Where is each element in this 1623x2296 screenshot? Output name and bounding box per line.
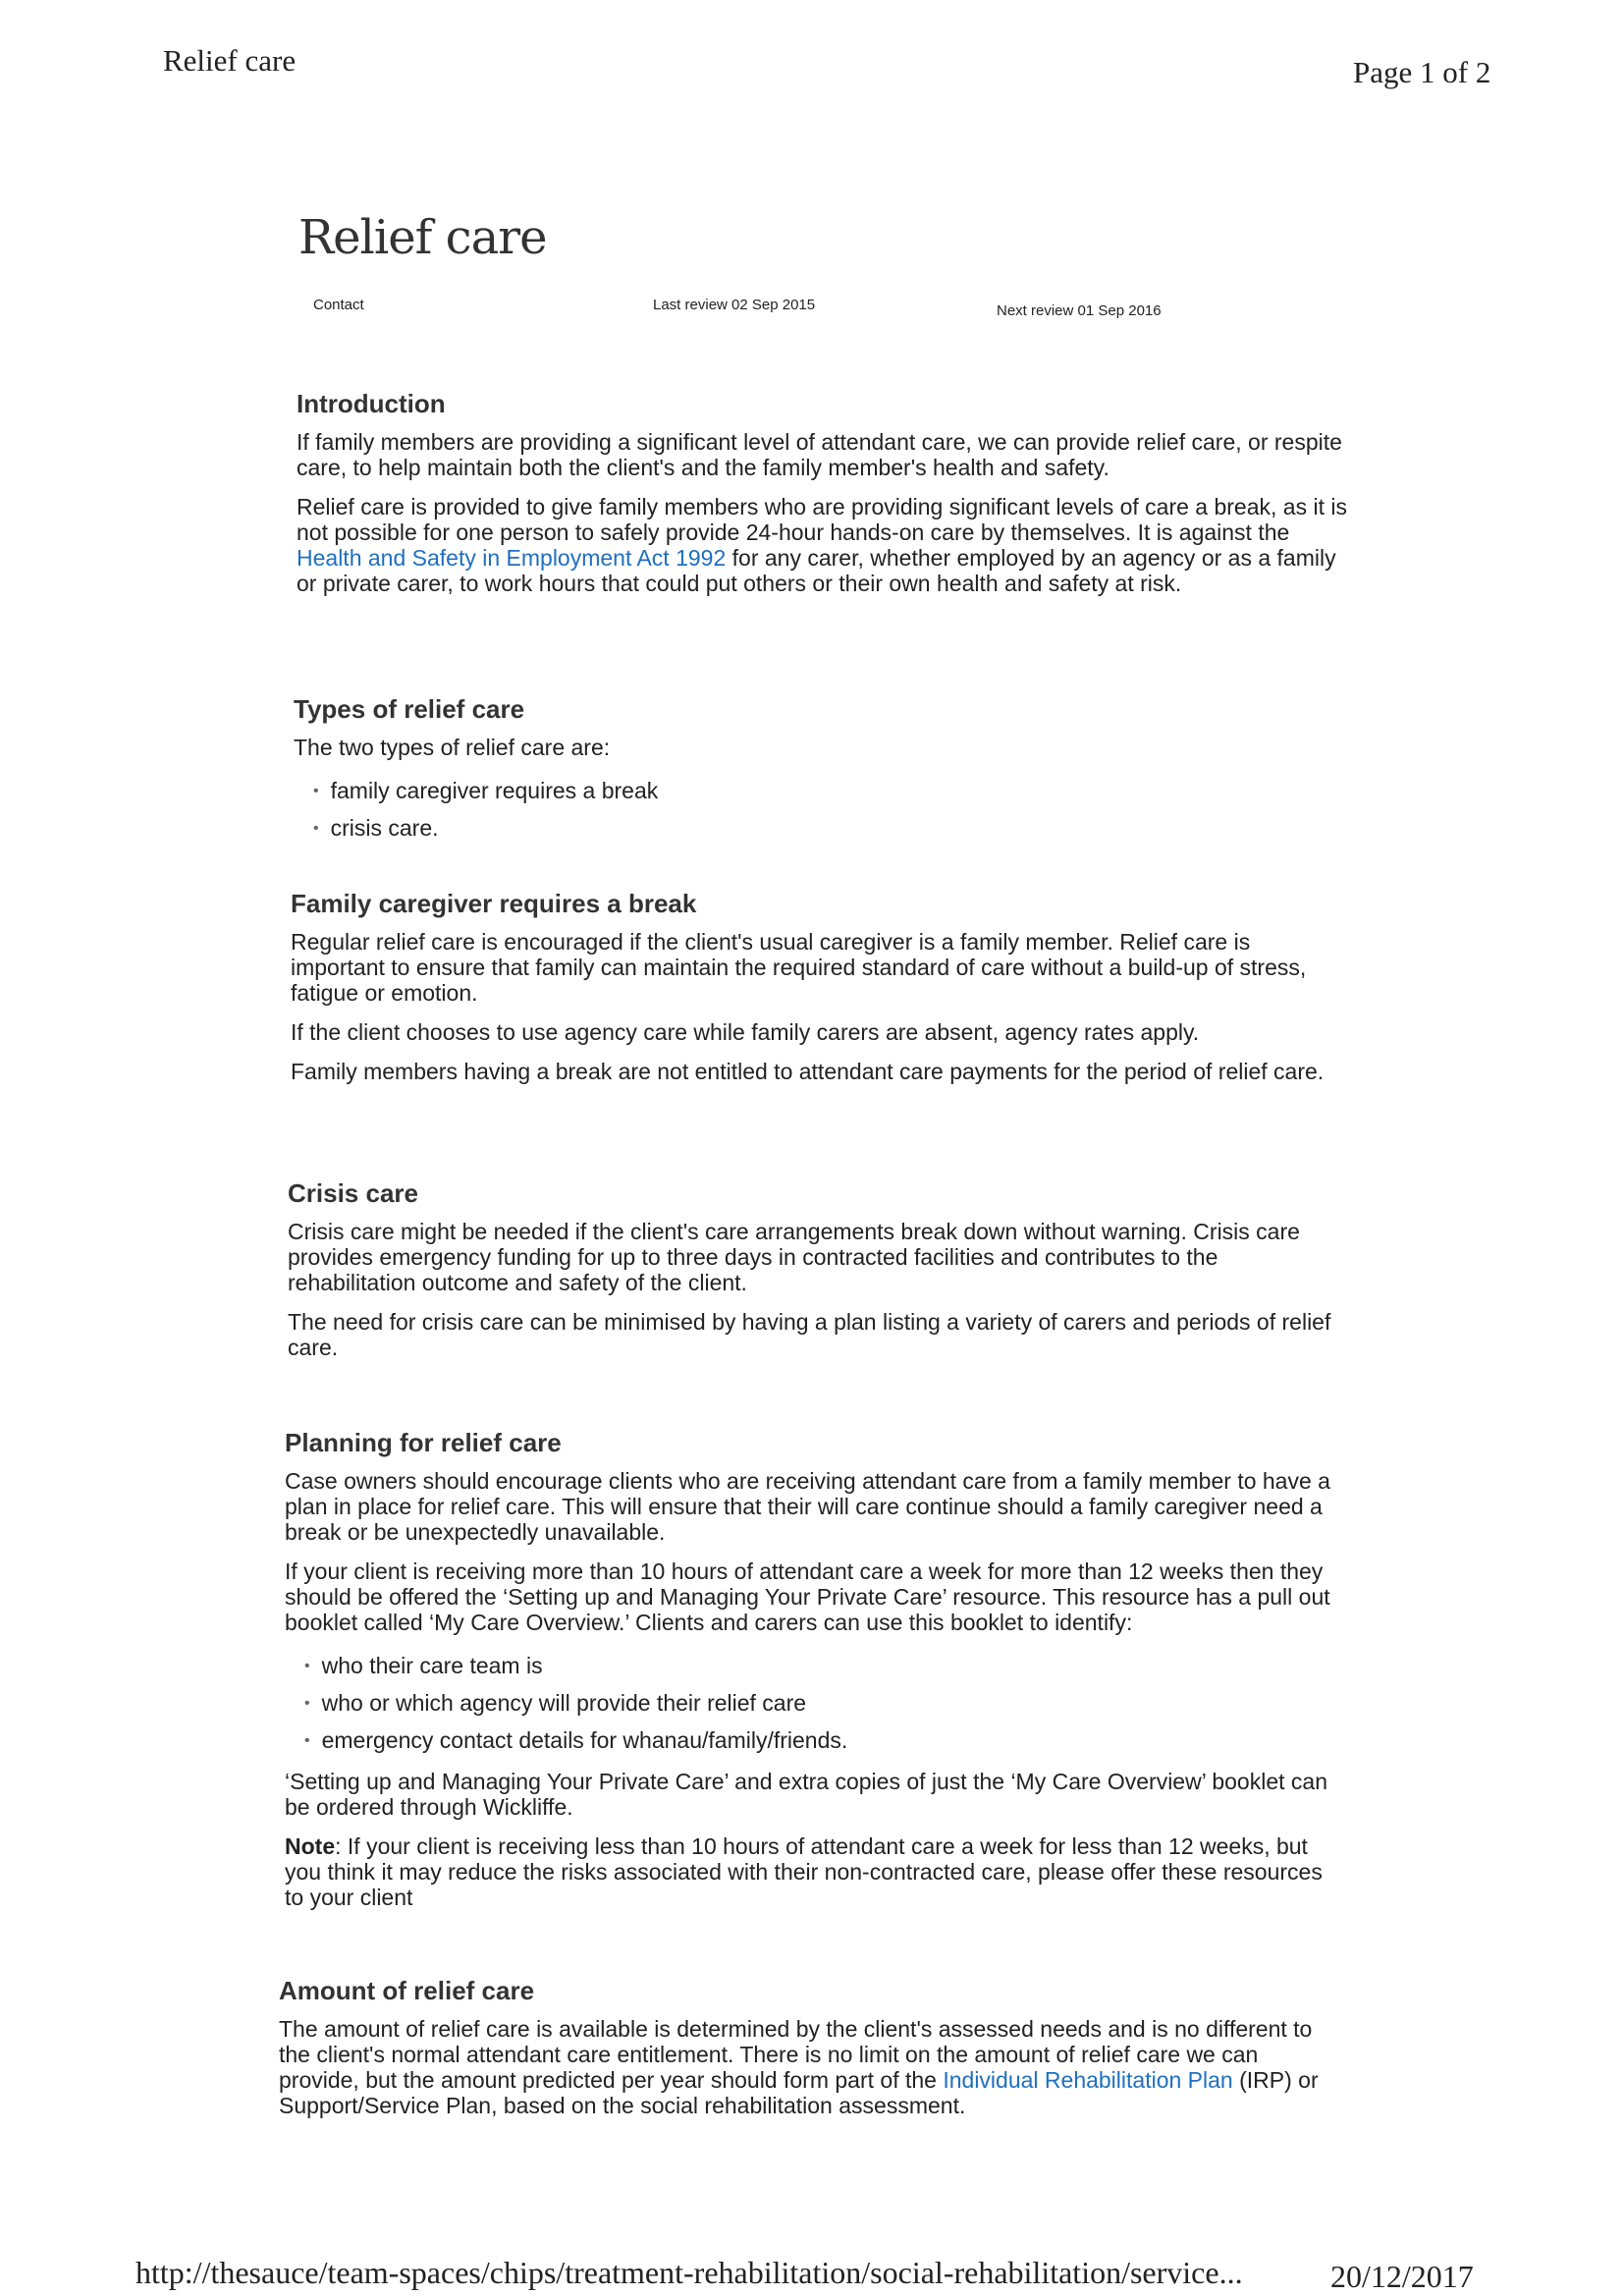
list-item: • crisis care. — [313, 811, 1349, 848]
list-item: • family caregiver requires a break — [313, 774, 1349, 811]
note-paragraph: Note: If your client is receiving less than 10 hours of attendant care a week for less than 12 weeks, but you think it may reduce the risks associated with their non-contracted care, please offer these resources to your client — [285, 1833, 1323, 1910]
paragraph: Case owners should encourage clients who are receiving attendant care from a family member to have a plan in place for relief care. This will ensure that their will care continue should a family caregiver need a break or be unexpectedly unavailable. — [285, 1468, 1330, 1545]
paragraph: Relief care is provided to give family members who are providing significant levels of care a break, as it is not possible for one person to safely provide 24-hour hands-on care by themselves. It is against the Health and Safety in Employment Act 1992 for any carer, whether employed by an agency or as a family or private carer, to work hours that could put others or their own health and safety at risk. — [297, 494, 1347, 596]
paragraph: Family members having a break are not entitled to attendant care payments for the period of relief care. — [291, 1059, 1325, 1084]
list-item: • who their care team is — [304, 1649, 1340, 1686]
paragraph: If family members are providing a significant level of attendant care, we can provide relief care, or respite care, to help maintain both the client's and the family member's health and safety. — [297, 429, 1342, 480]
section-crisis-care — [288, 1178, 1343, 1374]
section-heading: Crisis care — [288, 1178, 418, 1208]
section-introduction — [297, 389, 1352, 610]
page-title: Relief care — [298, 210, 547, 265]
paragraph: If your client is receiving more than 10 hours of attendant care a week for more than 12 weeks then they should be offered the ‘Setting up and Managing Your Private Care’ resource. This resource has a pull out booklet called ‘My Care Overview.’ Clients and carers can use this booklet to identify: — [285, 1558, 1330, 1635]
footer-date: 20/12/2017 — [1330, 2259, 1474, 2294]
section-family-caregiver — [291, 889, 1346, 1098]
section-heading: Planning for relief care — [285, 1428, 562, 1457]
section-heading: Introduction — [297, 389, 446, 418]
health-safety-act-link[interactable]: Health and Safety in Employment Act 1992 — [297, 545, 727, 571]
irp-link[interactable]: Individual Rehabilitation Plan — [943, 2067, 1233, 2093]
section-heading: Types of relief care — [294, 694, 525, 724]
section-amount — [279, 1976, 1334, 2132]
types-list — [294, 774, 1349, 848]
paragraph: If the client chooses to use agency care while family carers are absent, agency rates apply. — [291, 1019, 1200, 1045]
paragraph: The two types of relief care are: — [294, 735, 611, 760]
section-heading: Amount of relief care — [279, 1976, 535, 2005]
planning-list — [285, 1649, 1340, 1761]
paragraph: ‘Setting up and Managing Your Private Care’ and extra copies of just the ‘My Care Overview’ booklet can be ordered through Wickliffe. — [285, 1769, 1327, 1820]
section-heading: Family caregiver requires a break — [291, 889, 697, 918]
footer-url: http://thesauce/team-spaces/chips/treatment-rehabilitation/social-rehabilitation/service... — [135, 2255, 1243, 2290]
list-item: • who or which agency will provide their relief care — [304, 1686, 1340, 1723]
page-number: Page 1 of 2 — [1353, 55, 1491, 89]
paragraph: The amount of relief care is available is determined by the client's assessed needs and is no different to the client's normal attendant care entitlement. There is no limit on the amount of relief care we can provide, but the amount predicted per year should form part of the Individual Rehabilitation Plan (IRP) or Support/Service Plan, based on the social rehabilitation assessment. — [279, 2016, 1319, 2118]
paragraph: Crisis care might be needed if the client's care arrangements break down without warning. Crisis care provides emergency funding for up to three days in contracted facilities and contributes to the rehabilitation outcome and safety of the client. — [288, 1219, 1300, 1295]
paragraph: The need for crisis care can be minimised by having a plan listing a variety of carers and periods of relief care. — [288, 1309, 1331, 1360]
section-planning — [285, 1428, 1340, 1924]
list-item: • emergency contact details for whanau/family/friends. — [304, 1723, 1340, 1761]
section-types — [294, 694, 1349, 856]
contact-link[interactable]: Contact — [313, 297, 364, 313]
paragraph: Regular relief care is encouraged if the client's usual caregiver is a family member. Relief care is important to ensure that family can maintain the required standard of care without a build-up of stress, fatigue or emotion. — [291, 929, 1307, 1006]
last-review: Last review 02 Sep 2015 — [653, 297, 816, 313]
running-header-title: Relief care — [163, 43, 297, 78]
next-review: Next review 01 Sep 2016 — [997, 302, 1162, 319]
